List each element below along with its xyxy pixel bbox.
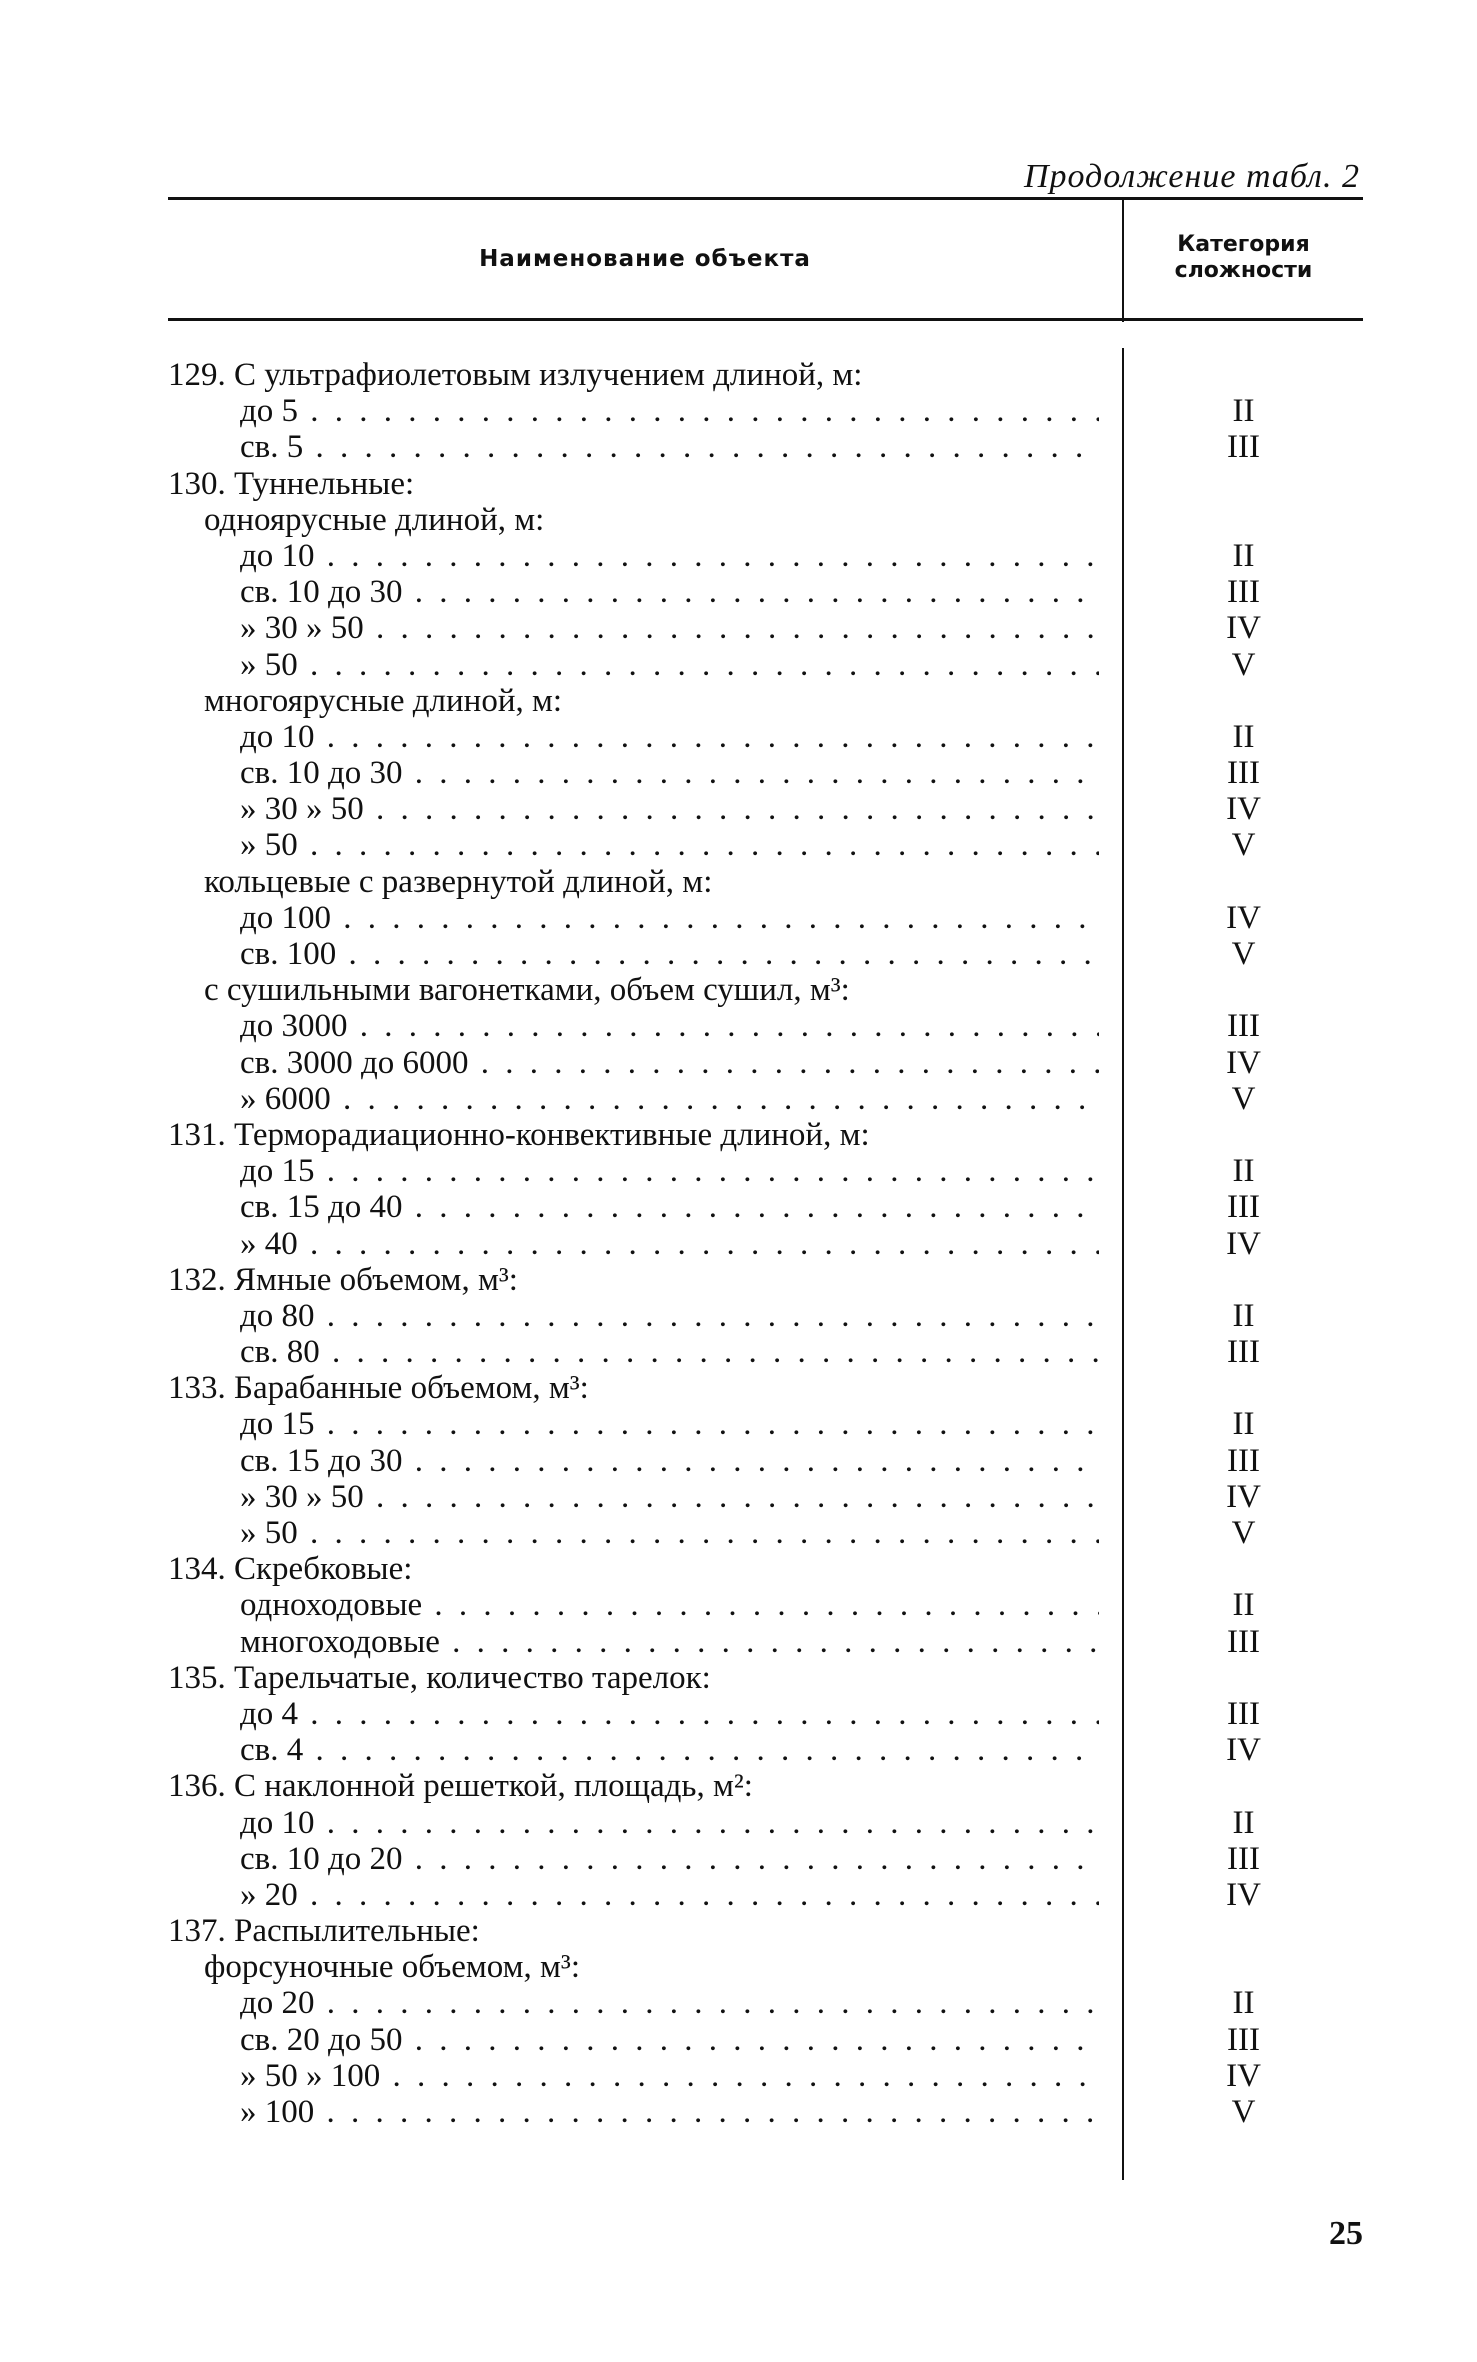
object-name: 131. Терморадиационно-конвективные длиной, м: <box>168 1116 870 1153</box>
complexity-category: III <box>1227 1623 1260 1660</box>
object-name: до 5 . . . <box>240 393 1099 429</box>
object-name: св. 10 до 30 . . . <box>240 574 1099 610</box>
table-row-heading <box>0 864 1477 900</box>
object-name: многоярусные длиной, м: <box>204 682 563 719</box>
table-row <box>0 1298 1477 1334</box>
table-row-heading <box>0 1370 1477 1406</box>
column-header-name: Наименование объекта <box>479 246 811 272</box>
complexity-category: IV <box>1226 1225 1261 1262</box>
table-top-rule <box>168 197 1363 200</box>
object-name: св. 100 . . . <box>240 936 1099 972</box>
table-row <box>0 791 1477 827</box>
table-row <box>0 900 1477 936</box>
object-name: до 10 . . . <box>240 538 1099 574</box>
table-row <box>0 647 1477 683</box>
table-row <box>0 1624 1477 1660</box>
table-body <box>0 357 1477 2130</box>
table-row <box>0 719 1477 755</box>
table-row <box>0 1587 1477 1623</box>
table-row <box>0 2022 1477 2058</box>
table-row-heading <box>0 502 1477 538</box>
complexity-category: IV <box>1226 610 1261 647</box>
complexity-category: II <box>1232 1153 1255 1190</box>
object-name: с сушильными вагонетками, объем сушил, м³: <box>204 972 850 1009</box>
complexity-category: III <box>1227 755 1260 792</box>
complexity-category: III <box>1227 1334 1260 1371</box>
header-bottom-rule <box>168 318 1363 321</box>
table-row <box>0 1479 1477 1515</box>
table-row <box>0 1008 1477 1044</box>
column-header-category <box>1124 232 1363 284</box>
table-row <box>0 610 1477 646</box>
object-name: » 40 . . . <box>240 1226 1099 1262</box>
object-name: » 100 . . . <box>240 2094 1099 2130</box>
object-name: » 50 . . . <box>240 647 1099 683</box>
object-name: св. 10 до 20 . . . <box>240 1841 1099 1877</box>
complexity-category: V <box>1231 1080 1256 1117</box>
complexity-category: V <box>1231 827 1256 864</box>
complexity-category: II <box>1232 1406 1255 1443</box>
object-name: св. 10 до 30 . . . <box>240 755 1099 791</box>
complexity-category: II <box>1232 537 1255 574</box>
table-row-heading <box>0 466 1477 502</box>
table-row <box>0 827 1477 863</box>
object-name: » 20 . . . <box>240 1877 1099 1913</box>
table-row-heading <box>0 1262 1477 1298</box>
object-name: св. 3000 до 6000 . . . <box>240 1045 1099 1081</box>
complexity-category: III <box>1227 1008 1260 1045</box>
complexity-category: IV <box>1226 1876 1261 1913</box>
table-row-heading <box>0 357 1477 393</box>
table-row <box>0 1841 1477 1877</box>
column-header-category-line1: Категория <box>1177 232 1310 257</box>
table-row <box>0 755 1477 791</box>
table-row-heading <box>0 1551 1477 1587</box>
complexity-category: II <box>1232 393 1255 430</box>
object-name: » 50 » 100 . . . <box>240 2058 1099 2094</box>
table-row <box>0 574 1477 610</box>
object-name: » 6000 . . . <box>240 1081 1099 1117</box>
table-row <box>0 1877 1477 1913</box>
object-name: св. 15 до 30 . . . <box>240 1443 1099 1479</box>
object-name: 129. С ультрафиолетовым излучением длиной, м: <box>168 357 863 393</box>
object-name: до 3000 . . . <box>240 1008 1099 1044</box>
table-row <box>0 1189 1477 1225</box>
table-row <box>0 936 1477 972</box>
page-number: 25 <box>1329 2215 1363 2252</box>
table-row <box>0 2058 1477 2094</box>
table-row <box>0 393 1477 429</box>
object-name: » 30 » 50 . . . <box>240 791 1099 827</box>
table-row <box>0 1226 1477 1262</box>
object-name: до 80 . . . <box>240 1298 1099 1334</box>
table-row <box>0 1443 1477 1479</box>
object-name: до 15 . . . <box>240 1406 1099 1442</box>
complexity-category: III <box>1227 1189 1260 1226</box>
object-name: одноярусные длиной, м: <box>204 501 545 538</box>
object-name: св. 5 . . . <box>240 429 1099 465</box>
object-name: до 100 . . . <box>240 900 1099 936</box>
object-name: 137. Распылительные: <box>168 1913 480 1950</box>
object-name: св. 80 . . . <box>240 1334 1099 1370</box>
complexity-category: V <box>1231 1515 1256 1551</box>
object-name: кольцевые с развернутой длиной, м: <box>204 863 713 900</box>
table-row-heading <box>0 1949 1477 1985</box>
object-name: до 10 . . . <box>240 719 1099 755</box>
object-name: 134. Скребковые: <box>168 1551 413 1588</box>
complexity-category: II <box>1232 1297 1255 1334</box>
object-name: до 10 . . . <box>240 1805 1099 1841</box>
column-header-category-line2: сложности <box>1174 258 1313 283</box>
table-row <box>0 2094 1477 2130</box>
table-row <box>0 429 1477 465</box>
complexity-category: IV <box>1226 1478 1261 1515</box>
table-row-heading <box>0 1660 1477 1696</box>
table-row <box>0 1696 1477 1732</box>
complexity-category: II <box>1232 1587 1255 1624</box>
complexity-category: II <box>1232 1985 1255 2022</box>
complexity-category: IV <box>1226 899 1261 936</box>
object-name: св. 15 до 40 . . . <box>240 1189 1099 1225</box>
complexity-category: IV <box>1226 1732 1261 1769</box>
complexity-category: V <box>1231 646 1256 683</box>
table-caption: Продолжение табл. 2 <box>1023 158 1360 195</box>
object-name: одноходовые . . . <box>240 1587 1099 1623</box>
table-row-heading <box>0 1768 1477 1804</box>
complexity-category: V <box>1231 936 1256 972</box>
object-name: » 30 » 50 . . . <box>240 1479 1099 1515</box>
complexity-category: III <box>1227 1840 1260 1877</box>
table-row-heading <box>0 1913 1477 1949</box>
table-row-heading <box>0 972 1477 1008</box>
object-name: форсуночные объемом, м³: <box>204 1949 580 1986</box>
object-name: св. 4 . . . <box>240 1732 1099 1768</box>
complexity-category: II <box>1232 718 1255 755</box>
complexity-category: III <box>1227 1442 1260 1479</box>
table-row <box>0 1153 1477 1189</box>
table-row <box>0 1045 1477 1081</box>
complexity-category: IV <box>1226 1044 1261 1081</box>
table-row <box>0 1805 1477 1841</box>
object-name: 133. Барабанные объемом, м³: <box>168 1370 589 1407</box>
object-name: многоходовые . . . <box>240 1624 1099 1660</box>
complexity-category: IV <box>1226 791 1261 828</box>
table-row-heading <box>0 1117 1477 1153</box>
table-row <box>0 538 1477 574</box>
object-name: » 50 . . . <box>240 1515 1099 1551</box>
table-row <box>0 1732 1477 1768</box>
complexity-category: III <box>1227 1695 1260 1732</box>
complexity-category: II <box>1232 1804 1255 1841</box>
object-name: до 15 . . . <box>240 1153 1099 1189</box>
object-name: 136. С наклонной решеткой, площадь, м²: <box>168 1768 753 1805</box>
complexity-category: III <box>1227 574 1260 611</box>
object-name: до 20 . . . <box>240 1985 1099 2021</box>
table-row <box>0 1334 1477 1370</box>
complexity-category: V <box>1231 2094 1256 2130</box>
complexity-category: IV <box>1226 2057 1261 2094</box>
object-name: 130. Туннельные: <box>168 465 415 502</box>
table-row-heading <box>0 683 1477 719</box>
object-name: » 30 » 50 . . . <box>240 610 1099 646</box>
object-name: св. 20 до 50 . . . <box>240 2022 1099 2058</box>
table-row <box>0 1515 1477 1551</box>
table-row <box>0 1081 1477 1117</box>
table-row <box>0 1406 1477 1442</box>
object-name: 132. Ямные объемом, м³: <box>168 1261 518 1298</box>
complexity-category: III <box>1227 2021 1260 2058</box>
table-row <box>0 1985 1477 2021</box>
object-name: 135. Тарельчатые, количество тарелок: <box>168 1659 711 1696</box>
object-name: до 4 . . . <box>240 1696 1099 1732</box>
object-name: » 50 . . . <box>240 827 1099 863</box>
complexity-category: III <box>1227 429 1260 466</box>
